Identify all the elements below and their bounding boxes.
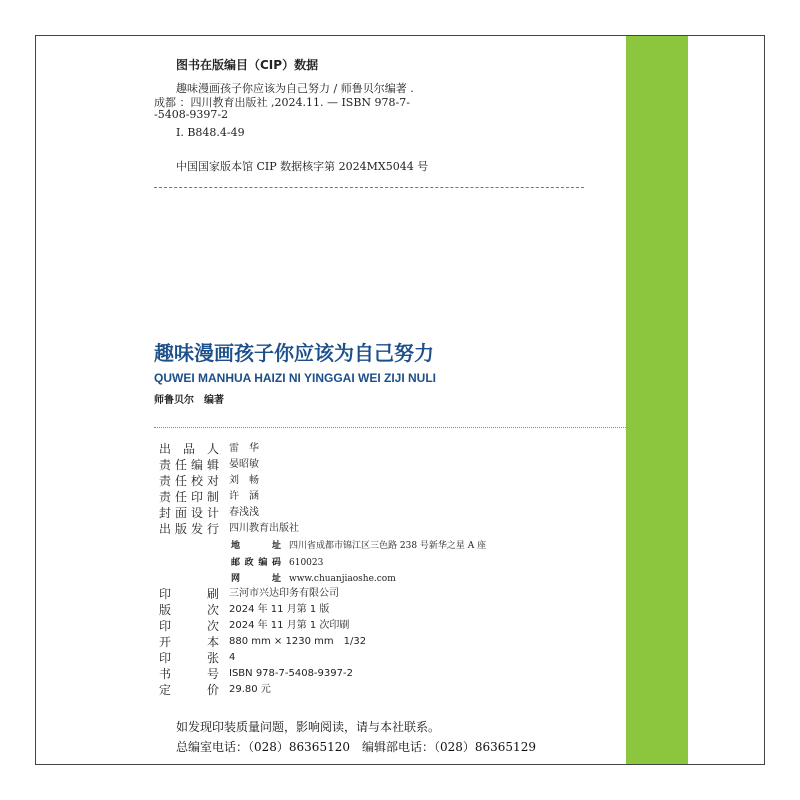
publisher-address-row	[231, 539, 486, 553]
spec-label: 印刷	[159, 587, 219, 601]
spec-value: 三河市兴达印务有限公司	[229, 588, 339, 599]
quality-notice: 如发现印装质量问题，影响阅读，请与本社联系。	[176, 720, 441, 734]
book-pinyin-title: QUWEI MANHUA HAIZI NI YINGGAI WEI ZIJI NULI	[154, 371, 436, 385]
credit-value: 四川教育出版社	[229, 523, 299, 534]
book-author: 师鲁贝尔 编著	[154, 395, 224, 406]
publisher-postcode-row	[231, 556, 323, 570]
spec-label: 书号	[159, 667, 219, 681]
website-value: www.chuanjiaoshe.com	[289, 574, 396, 584]
info-divider	[154, 427, 626, 428]
address-label: 地址	[231, 541, 281, 551]
postcode-label: 邮政编码	[231, 558, 281, 568]
spec-label: 印张	[159, 651, 219, 665]
address-value: 四川省成都市锦江区三色路 238 号新华之星 A 座	[289, 541, 487, 551]
credit-label: 责任编辑	[159, 458, 219, 472]
cip-verification: 中国国家版本馆 CIP 数据核字第 2024MX5044 号	[176, 160, 429, 173]
credit-label: 责任印制	[159, 490, 219, 504]
cip-divider	[154, 187, 584, 188]
credit-label: 出版发行	[159, 522, 219, 536]
publisher-website-row	[231, 572, 396, 586]
book-title: 趣味漫画孩子你应该为自己努力	[154, 341, 434, 365]
spec-label: 版次	[159, 603, 219, 617]
spec-value: 2024 年 11 月第 1 次印刷	[229, 620, 350, 631]
credit-value: 雷 华	[229, 443, 259, 454]
copyright-page	[35, 35, 765, 765]
spec-value: 29.80 元	[229, 684, 271, 695]
cip-line-title: 趣味漫画孩子你应该为自己努力 / 师鲁贝尔编著 .	[176, 82, 414, 95]
spec-value: 2024 年 11 月第 1 版	[229, 604, 330, 615]
spec-label: 开本	[159, 635, 219, 649]
cip-heading: 图书在版编目（CIP）数据	[176, 58, 319, 72]
cip-line-publisher: 成都 ：四川教育出版社 ,2024.11. — ISBN 978-7-	[154, 96, 410, 109]
spec-value: ISBN 978-7-5408-9397-2	[229, 668, 353, 679]
credit-label: 封面设计	[159, 506, 219, 520]
spec-value: 4	[229, 652, 236, 663]
contact-phones: 总编室电话：（028）86365120 编辑部电话：（028）86365129	[176, 740, 536, 754]
spec-value: 880 mm × 1230 mm 1/32	[229, 636, 367, 647]
credit-value: 刘 畅	[229, 475, 259, 486]
cip-line-classification: I. B848.4-49	[176, 126, 245, 139]
website-label: 网址	[231, 574, 281, 584]
credit-label: 出品人	[159, 442, 219, 456]
spec-label: 定价	[159, 683, 219, 697]
cip-line-isbn: -5408-9397-2	[154, 108, 229, 121]
credit-label: 责任校对	[159, 474, 219, 488]
spec-label: 印次	[159, 619, 219, 633]
postcode-value: 610023	[289, 558, 324, 568]
green-side-band	[626, 36, 688, 764]
credit-value: 许 涵	[229, 491, 259, 502]
credit-value: 春浅浅	[229, 507, 259, 518]
credit-value: 晏昭敏	[229, 459, 259, 470]
